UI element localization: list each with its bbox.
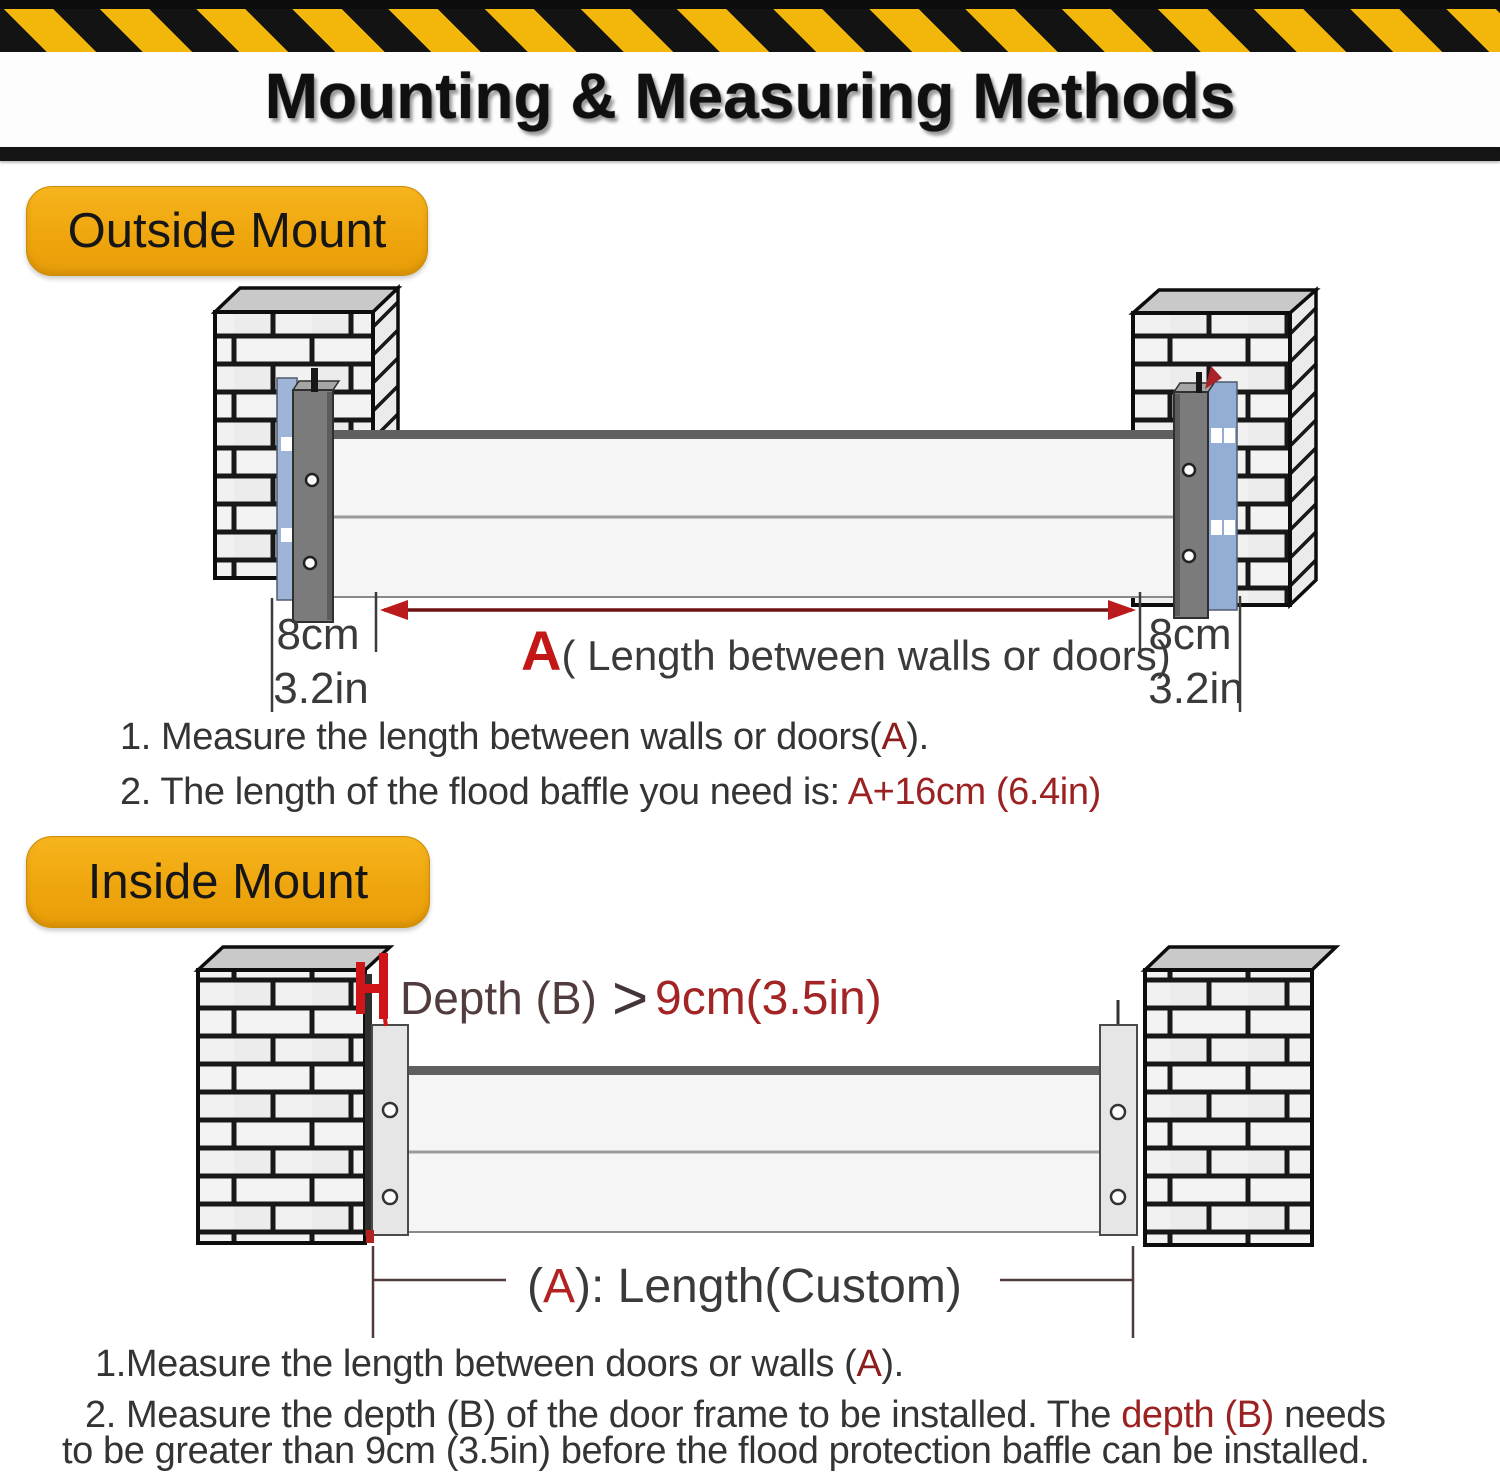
screw-hole: [1183, 550, 1195, 562]
screw-hole: [383, 1190, 397, 1204]
flood-barrier-panel: [408, 1066, 1100, 1232]
inside-step-1: [95, 1343, 904, 1386]
inside-step-2-continued: [62, 1430, 1370, 1473]
depth-value: 9cm(3.5in): [655, 972, 882, 1025]
length-caption-letter: A: [542, 1260, 575, 1313]
right-mount-rail: [1174, 366, 1237, 618]
outside-step-2-value: A+16cm (6.4in): [847, 771, 1101, 813]
screw-hole: [304, 557, 316, 569]
span-letter: A: [521, 619, 562, 682]
left-offset-cm: 8cm: [276, 610, 360, 659]
length-caption: [527, 1260, 962, 1313]
inside-step-1-letter: A: [856, 1343, 882, 1385]
title-divider: [0, 147, 1500, 161]
inside-step-1-end: ).: [881, 1343, 904, 1385]
inside-step-1-text: 1.Measure the length between doors or walls (: [95, 1343, 857, 1385]
outside-mount-diagram: [215, 288, 1316, 713]
inside-step-2-text: 2. Measure the depth (B) of the door frame to be installed. The: [85, 1394, 1122, 1436]
screw-hole: [1111, 1190, 1125, 1204]
outside-step-1-text: 1. Measure the length between walls or doors(: [120, 716, 882, 758]
right-offset-cm: 8cm: [1148, 610, 1232, 659]
outside-step-2-text: 2. The length of the flood baffle you need is:: [120, 771, 848, 813]
outside-mount-label: Outside Mount: [26, 186, 428, 276]
screw-hole: [306, 474, 318, 486]
inside-step-2-continued-text: to be greater than 9cm (3.5in) before the flood protection baffle can be installed.: [62, 1430, 1370, 1472]
anchor-tab: [311, 368, 318, 392]
page-title: Mounting & Measuring Methods: [264, 60, 1236, 132]
depth-label: Depth (B): [400, 972, 597, 1024]
outside-step-2: [120, 771, 1101, 814]
length-caption-open: (: [527, 1260, 543, 1313]
inside-step-2-end: needs: [1273, 1394, 1386, 1436]
flood-barrier-panel: [333, 430, 1180, 597]
caution-tape-banner: [0, 0, 1500, 52]
inside-mount-label: Inside Mount: [26, 836, 430, 928]
anchor-tab: [1196, 372, 1202, 393]
screw-hole: [1183, 464, 1195, 476]
screw-hole: [383, 1103, 397, 1117]
outside-step-1: [120, 716, 929, 759]
left-offset-in: 3.2in: [273, 664, 369, 713]
outside-step-1-letter: A: [881, 716, 907, 758]
length-caption-text: ): Length(Custom): [575, 1260, 962, 1313]
outside-step-1-end: ).: [906, 716, 929, 758]
screw-hole: [1111, 1105, 1125, 1119]
greater-than-sign: >: [612, 964, 649, 1033]
inside-mount-diagram: [198, 947, 1336, 1338]
right-mount-rail: [1100, 1000, 1137, 1235]
span-caption: [521, 619, 1171, 682]
left-mount-rail: [366, 1025, 408, 1243]
measure-arrow: [380, 600, 1136, 620]
span-caption-text: ( Length between walls or doors): [561, 632, 1171, 679]
right-offset-in: 3.2in: [1148, 664, 1244, 713]
left-mount-rail: [277, 368, 339, 622]
right-brick-pillar: [1145, 947, 1336, 1245]
inside-step-2-value: depth (B): [1121, 1394, 1274, 1436]
